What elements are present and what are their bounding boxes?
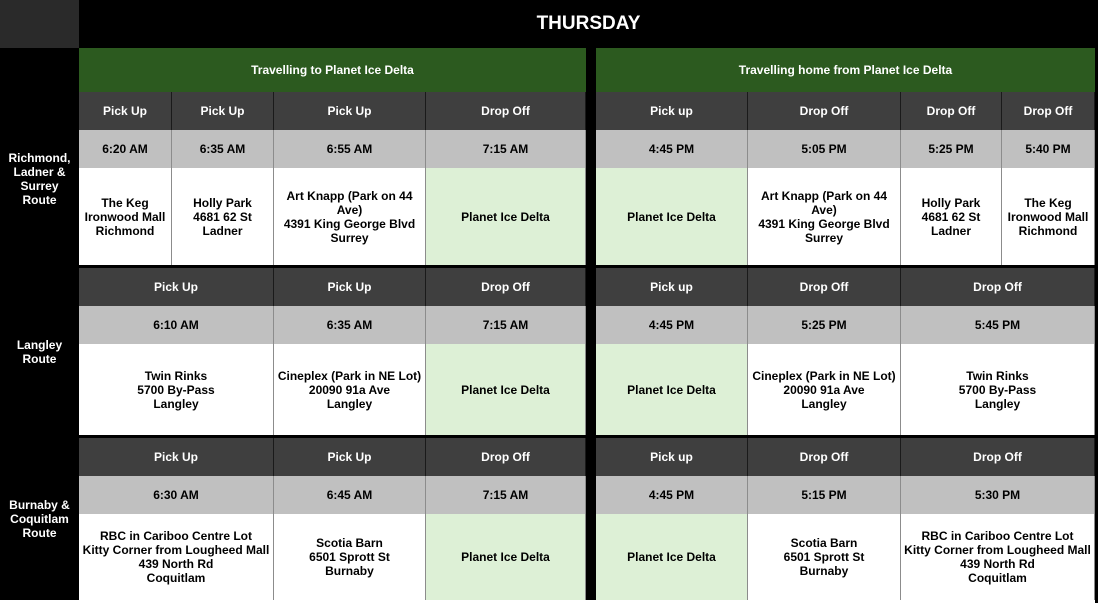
stop-time: 6:30 AM [79,476,274,514]
direction-separator [586,48,596,92]
stop-location: Cineplex (Park in NE Lot) 20090 91a Ave Langley [274,344,426,435]
stop-type-header: Drop Off [1002,92,1095,130]
stop-location: Planet Ice Delta [596,168,748,265]
stop-type-header: Pick Up [274,92,426,130]
stop-type-header: Drop Off [901,438,1095,476]
stop-time: 6:10 AM [79,306,274,344]
stop-type-header: Pick Up [79,438,274,476]
stop-time: 4:45 PM [596,476,748,514]
stop-time: 6:35 AM [172,130,274,168]
route-label: Langley Route [0,268,79,435]
direction-home-header: Travelling home from Planet Ice Delta [596,48,1095,92]
corner-cell [0,0,79,48]
half-separator [586,92,596,265]
stop-location: The Keg Ironwood Mall Richmond [79,168,172,265]
stop-type-header: Pick Up [274,268,426,306]
stop-type-header: Drop Off [426,268,586,306]
stop-time: 5:40 PM [1002,130,1095,168]
stop-type-header: Drop Off [748,92,901,130]
stop-location: The Keg Ironwood Mall Richmond [1002,168,1095,265]
stop-type-header: Pick up [596,92,748,130]
stop-location: RBC in Cariboo Centre Lot Kitty Corner from Lougheed Mall 439 North Rd Coquitlam [901,514,1095,600]
stop-location: Art Knapp (Park on 44 Ave) 4391 King George Blvd Surrey [748,168,901,265]
day-title: THURSDAY [79,0,1098,48]
stop-location: Cineplex (Park in NE Lot) 20090 91a Ave Langley [748,344,901,435]
stop-time: 5:45 PM [901,306,1095,344]
stop-time: 5:25 PM [748,306,901,344]
route-label: Richmond, Ladner & Surrey Route [0,92,79,265]
stop-location: Planet Ice Delta [426,514,586,600]
stop-location: Holly Park 4681 62 St Ladner [901,168,1002,265]
stop-location: Planet Ice Delta [596,514,748,600]
stop-type-header: Drop Off [748,268,901,306]
stop-time: 7:15 AM [426,476,586,514]
stop-time: 4:45 PM [596,306,748,344]
stop-location: Planet Ice Delta [596,344,748,435]
half-separator [586,268,596,435]
route-label: Burnaby & Coquitlam Route [0,438,79,600]
stop-type-header: Drop Off [748,438,901,476]
stop-type-header: Pick Up [172,92,274,130]
stop-type-header: Pick Up [79,92,172,130]
stop-time: 5:30 PM [901,476,1095,514]
stop-type-header: Drop Off [901,92,1002,130]
half-separator [586,438,596,600]
stop-time: 6:55 AM [274,130,426,168]
stop-location: Twin Rinks 5700 By-Pass Langley [901,344,1095,435]
stop-time: 6:35 AM [274,306,426,344]
stop-time: 5:05 PM [748,130,901,168]
stop-location: RBC in Cariboo Centre Lot Kitty Corner from Lougheed Mall 439 North Rd Coquitlam [79,514,274,600]
stop-location: Scotia Barn 6501 Sprott St Burnaby [748,514,901,600]
stop-location: Art Knapp (Park on 44 Ave) 4391 King George Blvd Surrey [274,168,426,265]
stop-type-header: Drop Off [426,92,586,130]
stop-type-header: Pick Up [79,268,274,306]
stop-location: Holly Park 4681 62 St Ladner [172,168,274,265]
stop-time: 7:15 AM [426,306,586,344]
stop-time: 4:45 PM [596,130,748,168]
stop-location: Planet Ice Delta [426,168,586,265]
stop-type-header: Drop Off [426,438,586,476]
stop-type-header: Drop Off [901,268,1095,306]
corner-cell-direction [0,48,79,92]
stop-time: 5:25 PM [901,130,1002,168]
direction-to-header: Travelling to Planet Ice Delta [79,48,586,92]
stop-location: Scotia Barn 6501 Sprott St Burnaby [274,514,426,600]
stop-time: 6:45 AM [274,476,426,514]
stop-time: 6:20 AM [79,130,172,168]
stop-time: 7:15 AM [426,130,586,168]
stop-type-header: Pick up [596,268,748,306]
stop-type-header: Pick up [596,438,748,476]
stop-location: Planet Ice Delta [426,344,586,435]
stop-location: Twin Rinks 5700 By-Pass Langley [79,344,274,435]
stop-type-header: Pick Up [274,438,426,476]
stop-time: 5:15 PM [748,476,901,514]
